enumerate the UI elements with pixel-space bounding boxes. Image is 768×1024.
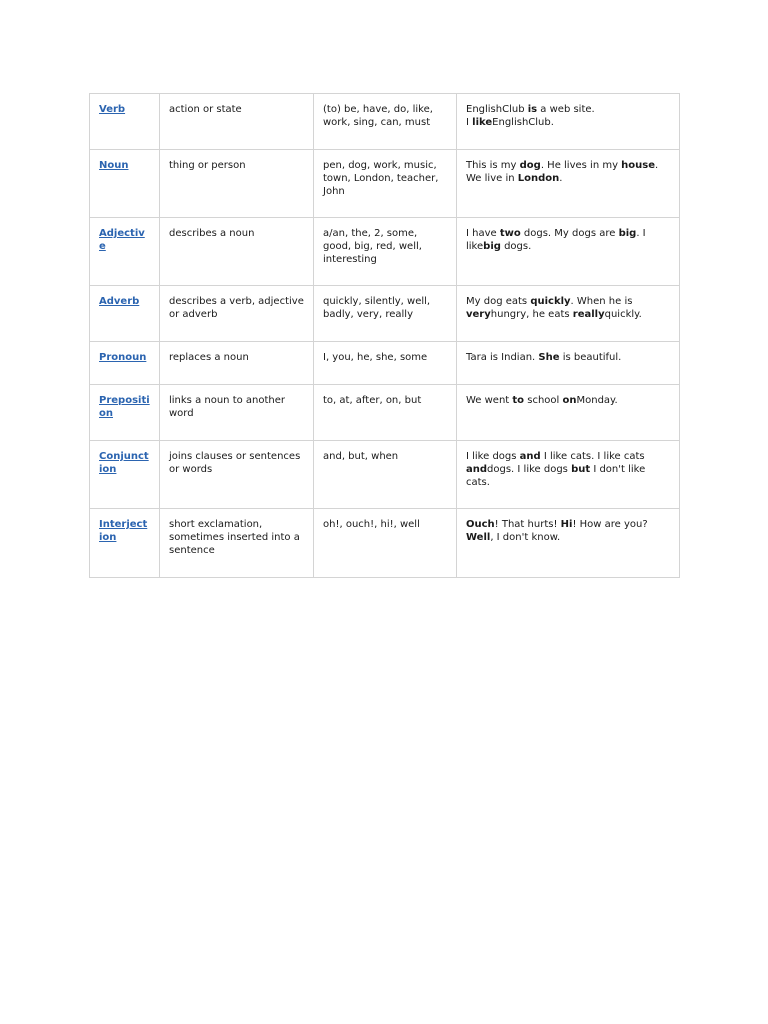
sentence-text: We live in — [466, 173, 518, 184]
term-link[interactable]: Adjective — [99, 228, 145, 252]
examples-cell: and, but, when — [314, 441, 457, 509]
sentence-text: I don't like cats. — [466, 464, 646, 488]
sentence-text: dogs. — [500, 241, 532, 252]
table-row — [90, 441, 680, 509]
highlighted-word: quickly — [530, 296, 571, 307]
sentence-text: My dog eats — [466, 296, 531, 307]
sentence-text: EnglishClub — [466, 104, 528, 115]
meaning-cell: joins clauses or sentences or words — [160, 441, 314, 509]
term-cell — [90, 150, 160, 218]
example-sentences-cell — [457, 441, 680, 509]
example-sentences-cell — [457, 286, 680, 342]
sentence-text: I have — [466, 228, 500, 239]
examples-cell: pen, dog, work, music, town, London, teacher, John — [314, 150, 457, 218]
sentence-text: dogs. My dogs are — [520, 228, 619, 239]
sentence-text: . He lives in my — [540, 160, 622, 171]
example-sentences-cell — [457, 509, 680, 578]
sentence-text: ! That hurts! — [494, 519, 561, 530]
sentence-text: . I like — [466, 228, 646, 252]
parts-of-speech-table — [89, 93, 680, 578]
table-row — [90, 286, 680, 342]
sentence-text: quickly. — [604, 309, 642, 320]
highlighted-word: and — [466, 464, 488, 475]
examples-cell: to, at, after, on, but — [314, 385, 457, 441]
sentence-text: hungry, he eats — [490, 309, 573, 320]
examples-cell: a/an, the, 2, some, good, big, red, well, interesting — [314, 218, 457, 286]
table-row — [90, 94, 680, 150]
meaning-cell: describes a noun — [160, 218, 314, 286]
highlighted-word: She — [538, 352, 560, 363]
highlighted-word: Ouch — [466, 519, 495, 530]
sentence-text: a web site. — [537, 104, 595, 115]
meaning-cell: links a noun to another word — [160, 385, 314, 441]
sentence-text: I like cats. I like cats — [540, 451, 645, 462]
term-link[interactable]: Preposition — [99, 395, 150, 419]
highlighted-word: is — [527, 104, 538, 115]
sentence-text: dogs. I like dogs — [487, 464, 572, 475]
highlighted-word: two — [499, 228, 521, 239]
term-cell — [90, 286, 160, 342]
examples-cell: quickly, silently, well, badly, very, really — [314, 286, 457, 342]
sentence-text: . — [559, 173, 563, 184]
table-row — [90, 342, 680, 385]
sentence-text: We went — [466, 395, 513, 406]
meaning-cell: replaces a noun — [160, 342, 314, 385]
examples-cell: oh!, ouch!, hi!, well — [314, 509, 457, 578]
table-row — [90, 150, 680, 218]
meaning-cell: describes a verb, adjective or adverb — [160, 286, 314, 342]
sentence-text: , I don't know. — [490, 532, 561, 543]
sentence-text: . — [655, 160, 659, 171]
meaning-cell: short exclamation, sometimes inserted into a sentence — [160, 509, 314, 578]
sentence-text: school — [524, 395, 563, 406]
sentence-text: . When he is — [570, 296, 633, 307]
highlighted-word: like — [472, 117, 493, 128]
sentence-text: Monday. — [576, 395, 618, 406]
term-link[interactable]: Interjection — [99, 519, 148, 543]
sentence-text: Tara is Indian. — [466, 352, 539, 363]
term-cell — [90, 509, 160, 578]
table-body — [90, 94, 680, 578]
sentence-text: I like dogs — [466, 451, 520, 462]
term-cell — [90, 385, 160, 441]
term-cell — [90, 342, 160, 385]
highlighted-word: house — [621, 160, 656, 171]
examples-cell: I, you, he, she, some — [314, 342, 457, 385]
meaning-cell: thing or person — [160, 150, 314, 218]
example-sentences-cell — [457, 385, 680, 441]
highlighted-word: and — [519, 451, 541, 462]
highlighted-word: on — [562, 395, 577, 406]
sentence-text: is beautiful. — [559, 352, 622, 363]
term-link[interactable]: Verb — [99, 104, 126, 115]
highlighted-word: big — [483, 241, 501, 252]
highlighted-word: to — [512, 395, 525, 406]
highlighted-word: very — [466, 309, 491, 320]
sentence-text: This is my — [466, 160, 520, 171]
term-link[interactable]: Adverb — [99, 296, 140, 307]
highlighted-word: big — [618, 228, 637, 239]
highlighted-word: dog — [519, 160, 541, 171]
term-link[interactable]: Conjunction — [99, 451, 149, 475]
example-sentences-cell — [457, 342, 680, 385]
highlighted-word: but — [571, 464, 591, 475]
term-cell — [90, 94, 160, 150]
meaning-cell: action or state — [160, 94, 314, 150]
highlighted-word: London — [517, 173, 560, 184]
highlighted-word: really — [572, 309, 605, 320]
sentence-text: ! How are you? — [572, 519, 648, 530]
sentence-text: EnglishClub. — [492, 117, 554, 128]
term-link[interactable]: Pronoun — [99, 352, 147, 363]
sentence-text: I — [466, 117, 473, 128]
example-sentences-cell — [457, 218, 680, 286]
highlighted-word: Well — [466, 532, 491, 543]
term-link[interactable]: Noun — [99, 160, 129, 171]
table-row — [90, 385, 680, 441]
highlighted-word: Hi — [560, 519, 573, 530]
examples-cell: (to) be, have, do, like, work, sing, can, must — [314, 94, 457, 150]
example-sentences-cell — [457, 94, 680, 150]
term-cell — [90, 218, 160, 286]
example-sentences-cell — [457, 150, 680, 218]
table-row — [90, 509, 680, 578]
term-cell — [90, 441, 160, 509]
table-row — [90, 218, 680, 286]
